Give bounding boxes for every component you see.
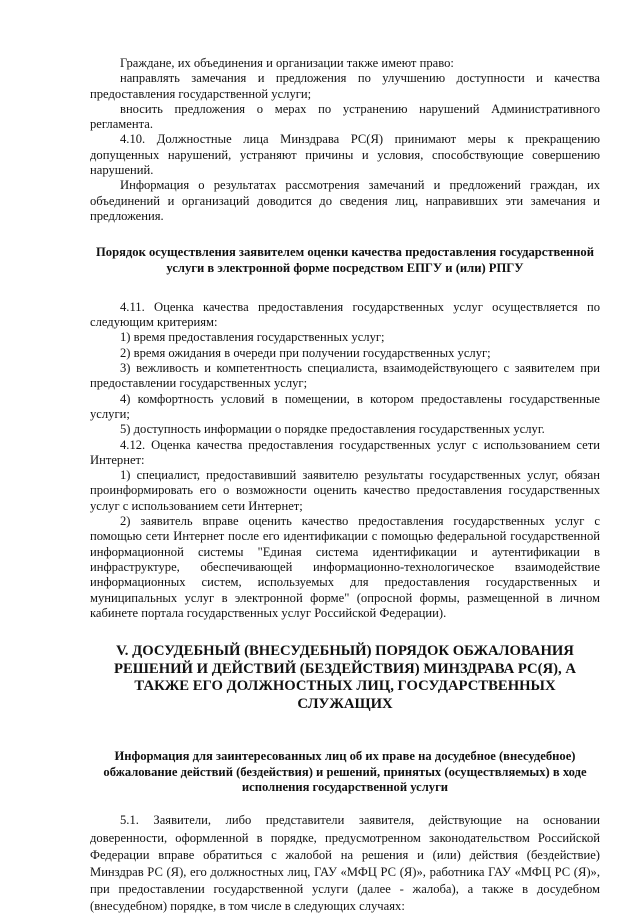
paragraph: 4.10. Должностные лица Минздрава РС(Я) принимают меры к прекращению допущенных нарушений, устраняют причины и условия, способствующие совершению нарушений. <box>90 132 600 178</box>
paragraph: вносить предложения о мерах по устранению нарушений Административного регламента. <box>90 101 600 132</box>
list-item: 1) время предоставления государственных услуг; <box>120 330 385 345</box>
paragraph: направлять замечания и предложения по улучшению доступности и качества предоставления государственной услуги; <box>90 71 600 101</box>
list-item: 2) заявитель вправе оценить качество предоставления государственных услуг с помощью сети Интернет после его идентификации с помощью федеральной государственной информационной системы "Единая система идентификации и аутентификации в инфраструктуре, обеспечивающей информационно-технологическое взаимодействие информационных систем, используемых для предоставления государственных и муниципальных услуг в электронной форме" (опросной формы, размещенной в личном кабинете портала государственных услуг Российской Федерации). <box>90 514 600 620</box>
paragraph: 4.11. Оценка качества предоставления государственных услуг осуществляется по следующим критериям: <box>90 299 600 330</box>
list-item: 1) специалист, предоставивший заявителю результаты государственных услуг, обязан проинформировать его о возможности оценить качество предоставления государственных услуг с использованием сети Интернет; <box>90 468 600 513</box>
list-item: 3) вежливость и компетентность специалиста, взаимодействующего с заявителем при предоставлении государственных услуг; <box>90 361 600 391</box>
section-heading: V. ДОСУДЕБНЫЙ (ВНЕСУДЕБНЫЙ) ПОРЯДОК ОБЖАЛОВАНИЯ РЕШЕНИЙ И ДЕЙСТВИЙ (БЕЗДЕЙСТВИЯ) МИНЗДРАВА РС(Я), А ТАКЖЕ ЕГО ДОЛЖНОСТНЫХ ЛИЦ, ГОСУДАРСТВЕННЫХ СЛУЖАЩИХ <box>114 643 576 712</box>
list-item: 2) время ожидания в очереди при получении государственных услуг; <box>120 345 491 360</box>
paragraph: 4.12. Оценка качества предоставления государственных услуг с использованием сети Интернет: <box>90 437 600 467</box>
list-item: 4) комфортность условий в помещении, в котором предоставлены государственные услуги; <box>90 391 600 421</box>
paragraph: 5.1. Заявители, либо представители заявителя, действующие на основании доверенности, оформленной в порядке, предусмотренном законодательством Российской Федерации вправе обратиться с жалобой на решения и (или) действия (бездействие) Минздрав РС (Я), его должностных лиц, ГАУ «МФЦ РС (Я)», работника ГАУ «МФЦ РС (Я)», при предоставлении государственной услуги (далее - жалоба), а также в досудебном (внесудебном) порядке, в том числе в следующих случаях: <box>90 813 600 914</box>
subsection-heading-quality-assessment: Порядок осуществления заявителем оценки качества предоставления государственной услуги в электронной форме посредством ЕПГУ и (или) РПГУ <box>96 245 594 275</box>
subsection-heading-pretrial-appeal: Информация для заинтересованных лиц об их праве на досудебное (внесудебное) обжалование действий (бездействия) и решений, принятых (осуществляемых) в ходе исполнения государственной услуги <box>103 749 587 795</box>
paragraph: Информация о результатах рассмотрения замечаний и предложений граждан, их объединений и организаций доводится до сведения лиц, направивших эти замечания и предложения. <box>90 178 600 223</box>
list-item: 5) доступность информации о порядке предоставления государственных услуг. <box>120 422 545 437</box>
paragraph: Граждане, их объединения и организации также имеют право: <box>120 56 454 70</box>
